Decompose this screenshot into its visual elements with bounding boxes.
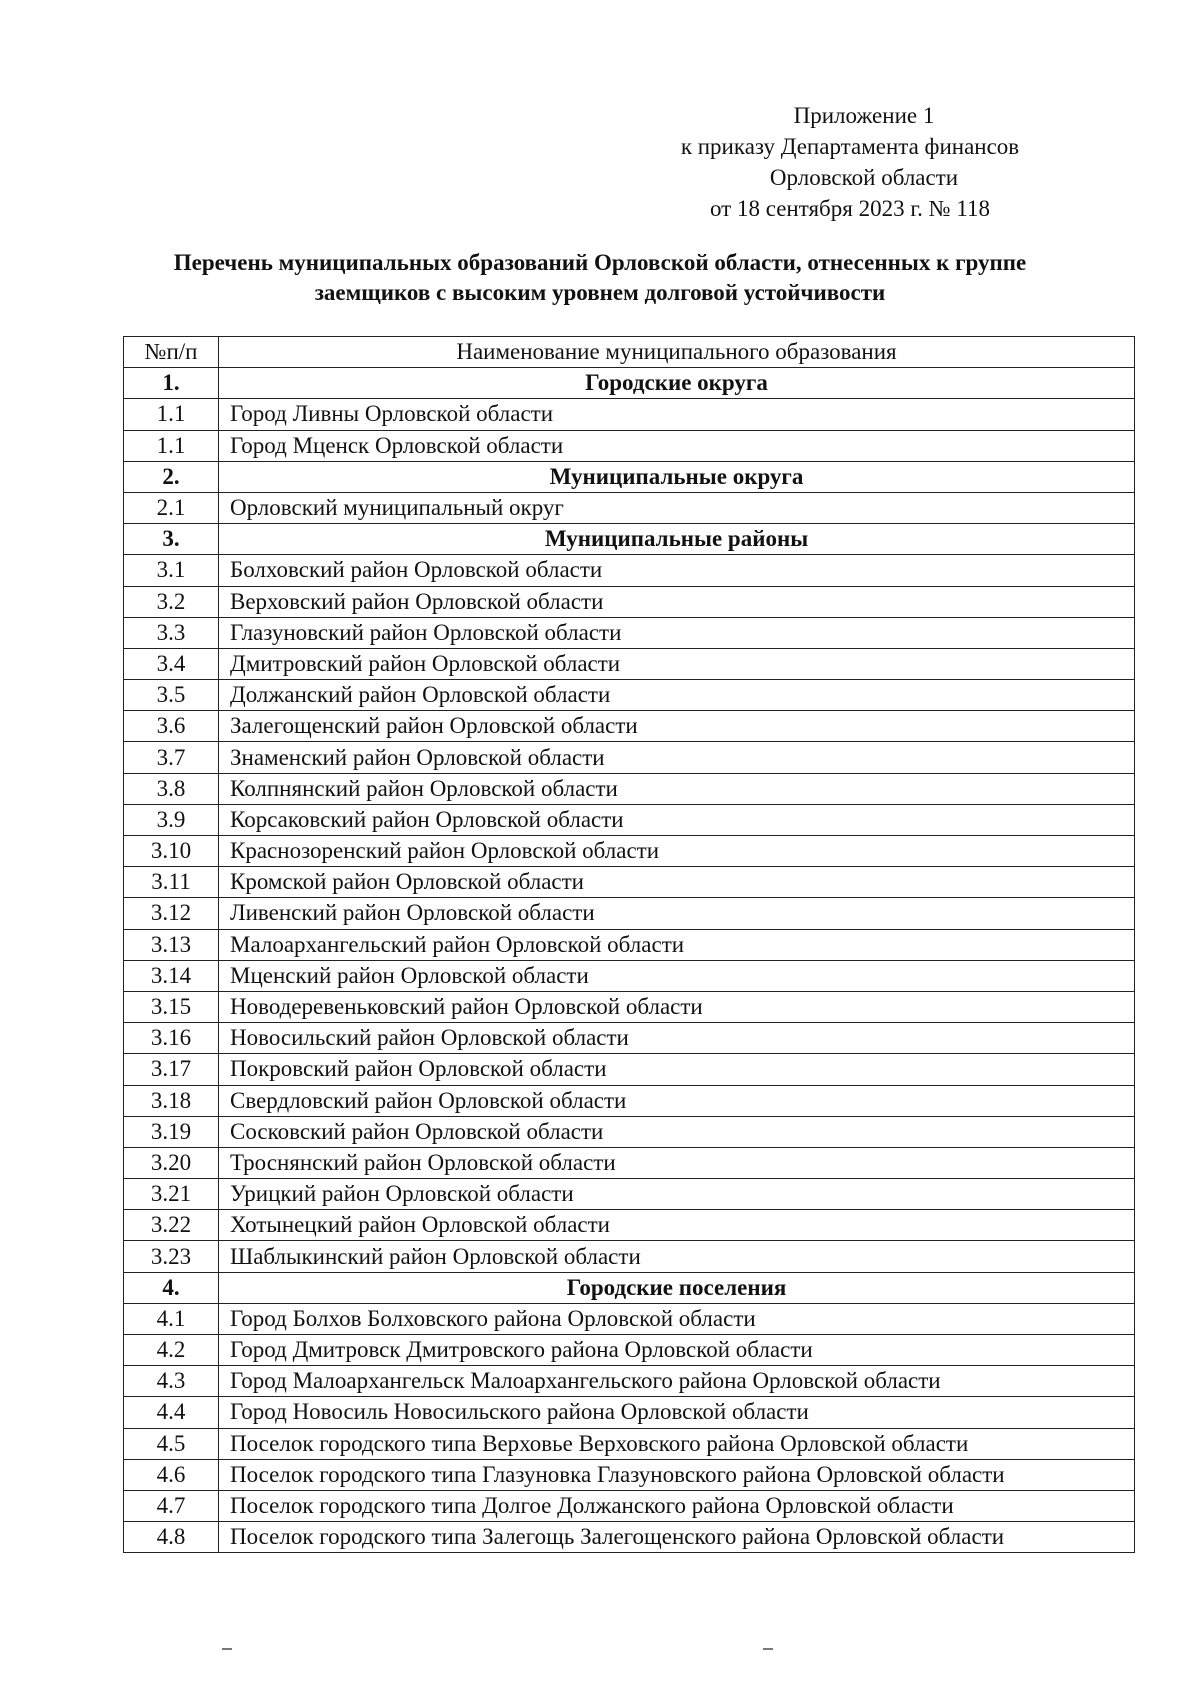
row-number: 4. <box>124 1272 219 1303</box>
municipality-name: Поселок городского типа Залегощь Залегощенского района Орловской области <box>219 1522 1135 1553</box>
scan-speck <box>222 1648 232 1650</box>
table-row <box>124 617 1135 648</box>
table-header-row <box>124 337 1135 368</box>
table-row <box>124 1397 1135 1428</box>
municipality-name: Знаменский район Орловской области <box>219 742 1135 773</box>
municipality-name: Малоархангельский район Орловской области <box>219 929 1135 960</box>
row-number: 3.7 <box>124 742 219 773</box>
table-row <box>124 1085 1135 1116</box>
row-number: 3. <box>124 524 219 555</box>
row-number: 3.8 <box>124 773 219 804</box>
table-row <box>124 1210 1135 1241</box>
table-row <box>124 960 1135 991</box>
municipality-name: Поселок городского типа Долгое Должанского района Орловской области <box>219 1490 1135 1521</box>
municipality-name: Поселок городского типа Верховье Верховского района Орловской области <box>219 1428 1135 1459</box>
table-row <box>124 1303 1135 1334</box>
municipality-name: Троснянский район Орловской области <box>219 1147 1135 1178</box>
appendix-title: Приложение 1 <box>793 103 935 128</box>
row-number: 3.2 <box>124 586 219 617</box>
table-row <box>124 867 1135 898</box>
municipality-name: Покровский район Орловской области <box>219 1054 1135 1085</box>
municipality-name: Орловский муниципальный округ <box>219 492 1135 523</box>
municipality-name: Колпнянский район Орловской области <box>219 773 1135 804</box>
row-number: 4.5 <box>124 1428 219 1459</box>
municipality-name: Сосковский район Орловской области <box>219 1116 1135 1147</box>
table-row <box>124 1459 1135 1490</box>
table-row <box>124 586 1135 617</box>
row-number: 2. <box>124 461 219 492</box>
row-number: 1. <box>124 368 219 399</box>
table-row <box>124 836 1135 867</box>
row-number: 1.1 <box>124 399 219 430</box>
row-number: 3.21 <box>124 1179 219 1210</box>
row-number: 3.13 <box>124 929 219 960</box>
table-row <box>124 1116 1135 1147</box>
table-row <box>124 1054 1135 1085</box>
appendix-date: от 18 сентября 2023 г. № 118 <box>709 196 991 221</box>
row-number: 4.7 <box>124 1490 219 1521</box>
row-number: 3.17 <box>124 1054 219 1085</box>
row-number: 4.8 <box>124 1522 219 1553</box>
row-number: 3.18 <box>124 1085 219 1116</box>
header-name: Наименование муниципального образования <box>219 337 1135 368</box>
section-title: Муниципальные округа <box>219 461 1135 492</box>
table-row <box>124 773 1135 804</box>
municipality-name: Мценский район Орловской области <box>219 960 1135 991</box>
row-number: 3.15 <box>124 991 219 1022</box>
municipality-name: Кромской район Орловской области <box>219 867 1135 898</box>
table-row <box>124 929 1135 960</box>
table-row <box>124 1023 1135 1054</box>
row-number: 3.23 <box>124 1241 219 1272</box>
row-number: 3.4 <box>124 648 219 679</box>
table-row <box>124 1428 1135 1459</box>
table-row <box>124 991 1135 1022</box>
table-row <box>124 898 1135 929</box>
section-title: Городские округа <box>219 368 1135 399</box>
table-section-row <box>124 368 1135 399</box>
document-title-line-1: Перечень муниципальных образований Орловской области, отнесенных к группе <box>173 250 1027 275</box>
municipality-name: Краснозоренский район Орловской области <box>219 836 1135 867</box>
municipality-name: Новосильский район Орловской области <box>219 1023 1135 1054</box>
table-row <box>124 399 1135 430</box>
municipality-name: Хотынецкий район Орловской области <box>219 1210 1135 1241</box>
municipality-name: Дмитровский район Орловской области <box>219 648 1135 679</box>
municipality-name: Корсаковский район Орловской области <box>219 804 1135 835</box>
document-title <box>120 248 1080 308</box>
municipality-name: Город Мценск Орловской области <box>219 430 1135 461</box>
section-title: Муниципальные районы <box>219 524 1135 555</box>
table-row <box>124 1179 1135 1210</box>
municipality-name: Болховский район Орловской области <box>219 555 1135 586</box>
municipality-name: Город Малоархангельск Малоархангельского района Орловской области <box>219 1366 1135 1397</box>
row-number: 3.14 <box>124 960 219 991</box>
municipality-name: Верховский район Орловской области <box>219 586 1135 617</box>
row-number: 3.20 <box>124 1147 219 1178</box>
row-number: 3.1 <box>124 555 219 586</box>
municipality-name: Шаблыкинский район Орловской области <box>219 1241 1135 1272</box>
table-row <box>124 711 1135 742</box>
row-number: 2.1 <box>124 492 219 523</box>
row-number: 4.4 <box>124 1397 219 1428</box>
appendix-block <box>600 100 1100 224</box>
appendix-region: Орловской области <box>769 165 959 190</box>
municipality-name: Свердловский район Орловской области <box>219 1085 1135 1116</box>
scan-speck <box>763 1648 773 1650</box>
table-row <box>124 555 1135 586</box>
row-number: 3.22 <box>124 1210 219 1241</box>
table-row <box>124 804 1135 835</box>
table-row <box>124 1522 1135 1553</box>
row-number: 3.3 <box>124 617 219 648</box>
municipality-name: Ливенский район Орловской области <box>219 898 1135 929</box>
table-row <box>124 742 1135 773</box>
table-section-row <box>124 461 1135 492</box>
municipality-name: Город Ливны Орловской области <box>219 399 1135 430</box>
appendix-order-ref: к приказу Департамента финансов <box>680 134 1020 159</box>
table-section-row <box>124 524 1135 555</box>
row-number: 4.2 <box>124 1335 219 1366</box>
table-row <box>124 1366 1135 1397</box>
table-row <box>124 648 1135 679</box>
row-number: 3.19 <box>124 1116 219 1147</box>
municipality-name: Город Болхов Болховского района Орловской области <box>219 1303 1135 1334</box>
municipality-name: Залегощенский район Орловской области <box>219 711 1135 742</box>
table-row <box>124 430 1135 461</box>
table-row <box>124 680 1135 711</box>
municipality-name: Город Дмитровск Дмитровского района Орловской области <box>219 1335 1135 1366</box>
row-number: 4.6 <box>124 1459 219 1490</box>
municipality-name: Город Новосиль Новосильского района Орловской области <box>219 1397 1135 1428</box>
document-title-line-2: заемщиков с высоким уровнем долговой устойчивости <box>314 280 886 305</box>
municipality-name: Новодеревеньковский район Орловской области <box>219 991 1135 1022</box>
row-number: 3.10 <box>124 836 219 867</box>
row-number: 4.1 <box>124 1303 219 1334</box>
table-row <box>124 1241 1135 1272</box>
row-number: 3.16 <box>124 1023 219 1054</box>
table-row <box>124 1147 1135 1178</box>
table-row <box>124 1335 1135 1366</box>
row-number: 3.6 <box>124 711 219 742</box>
row-number: 3.12 <box>124 898 219 929</box>
section-title: Городские поселения <box>219 1272 1135 1303</box>
municipality-name: Глазуновский район Орловской области <box>219 617 1135 648</box>
row-number: 3.9 <box>124 804 219 835</box>
row-number: 3.11 <box>124 867 219 898</box>
row-number: 3.5 <box>124 680 219 711</box>
header-num: №п/п <box>124 337 219 368</box>
municipalities-table <box>123 336 1135 1553</box>
row-number: 4.3 <box>124 1366 219 1397</box>
municipality-name: Должанский район Орловской области <box>219 680 1135 711</box>
municipality-name: Урицкий район Орловской области <box>219 1179 1135 1210</box>
row-number: 1.1 <box>124 430 219 461</box>
table-section-row <box>124 1272 1135 1303</box>
table-row <box>124 492 1135 523</box>
table-row <box>124 1490 1135 1521</box>
municipality-name: Поселок городского типа Глазуновка Глазуновского района Орловской области <box>219 1459 1135 1490</box>
